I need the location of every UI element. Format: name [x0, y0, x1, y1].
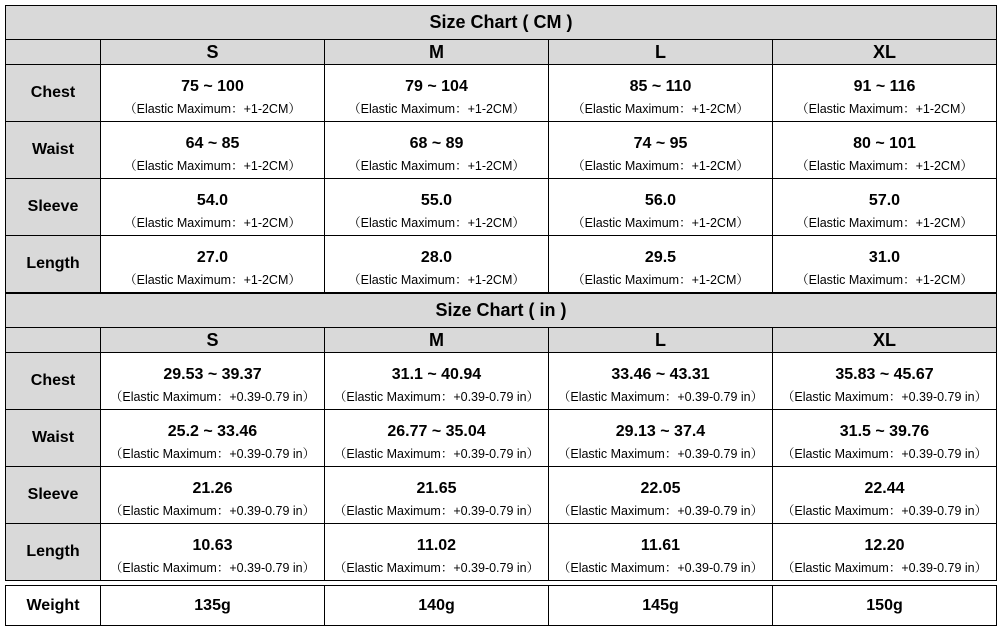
elastic-note: （Elastic Maximum：+1-2CM） [773, 155, 997, 179]
elastic-note: （Elastic Maximum：+1-2CM） [549, 212, 773, 236]
elastic-note: （Elastic Maximum：+0.39-0.79 in） [101, 557, 325, 581]
cm-row-waist [6, 122, 997, 156]
elastic-note: （Elastic Maximum：+1-2CM） [773, 269, 997, 293]
elastic-note: （Elastic Maximum：+0.39-0.79 in） [773, 443, 997, 467]
row-label: Length [6, 524, 101, 581]
measure-value: 31.5 ~ 39.76 [773, 410, 997, 444]
elastic-note: （Elastic Maximum：+0.39-0.79 in） [773, 500, 997, 524]
measure-value: 31.1 ~ 40.94 [325, 353, 549, 387]
in-header-size: M [325, 328, 549, 353]
cm-header-size: M [325, 40, 549, 65]
elastic-note: （Elastic Maximum：+0.39-0.79 in） [773, 557, 997, 581]
in-row-chest [6, 353, 997, 387]
measure-value: 21.26 [101, 467, 325, 501]
cm-header-size: L [549, 40, 773, 65]
measure-value: 75 ~ 100 [101, 65, 325, 99]
elastic-note: （Elastic Maximum：+1-2CM） [101, 155, 325, 179]
measure-value: 29.53 ~ 39.37 [101, 353, 325, 387]
measure-value: 56.0 [549, 179, 773, 213]
elastic-note: （Elastic Maximum：+0.39-0.79 in） [101, 443, 325, 467]
measure-value: 64 ~ 85 [101, 122, 325, 156]
elastic-note: （Elastic Maximum：+0.39-0.79 in） [325, 500, 549, 524]
in-row-length [6, 524, 997, 558]
cm-chart-title: Size Chart ( CM ) [6, 6, 997, 40]
measure-value: 21.65 [325, 467, 549, 501]
measure-value: 29.13 ~ 37.4 [549, 410, 773, 444]
measure-value: 68 ~ 89 [325, 122, 549, 156]
elastic-note: （Elastic Maximum：+0.39-0.79 in） [549, 443, 773, 467]
elastic-note: （Elastic Maximum：+0.39-0.79 in） [101, 386, 325, 410]
elastic-note: （Elastic Maximum：+1-2CM） [773, 212, 997, 236]
measure-value: 28.0 [325, 236, 549, 270]
elastic-note: （Elastic Maximum：+0.39-0.79 in） [325, 443, 549, 467]
in-header-size: S [101, 328, 325, 353]
elastic-note: （Elastic Maximum：+0.39-0.79 in） [325, 386, 549, 410]
row-label: Chest [6, 353, 101, 410]
elastic-note: （Elastic Maximum：+1-2CM） [549, 269, 773, 293]
measure-value: 22.05 [549, 467, 773, 501]
measure-value: 85 ~ 110 [549, 65, 773, 99]
measure-value: 31.0 [773, 236, 997, 270]
measure-value: 10.63 [101, 524, 325, 558]
in-header-size: XL [773, 328, 997, 353]
measure-value: 57.0 [773, 179, 997, 213]
measure-value: 27.0 [101, 236, 325, 270]
elastic-note: （Elastic Maximum：+1-2CM） [549, 98, 773, 122]
weight-value: 150g [773, 586, 997, 626]
weight-value: 135g [101, 586, 325, 626]
elastic-note: （Elastic Maximum：+1-2CM） [325, 269, 549, 293]
elastic-note: （Elastic Maximum：+0.39-0.79 in） [325, 557, 549, 581]
measure-value: 54.0 [101, 179, 325, 213]
elastic-note: （Elastic Maximum：+1-2CM） [773, 98, 997, 122]
elastic-note: （Elastic Maximum：+1-2CM） [325, 212, 549, 236]
measure-value: 29.5 [549, 236, 773, 270]
elastic-note: （Elastic Maximum：+1-2CM） [325, 98, 549, 122]
elastic-note: （Elastic Maximum：+1-2CM） [101, 269, 325, 293]
cm-header-size: S [101, 40, 325, 65]
row-label: Length [6, 236, 101, 293]
row-label: Sleeve [6, 467, 101, 524]
measure-value: 11.02 [325, 524, 549, 558]
in-header-size: L [549, 328, 773, 353]
weight-label: Weight [6, 586, 101, 626]
elastic-note: （Elastic Maximum：+0.39-0.79 in） [549, 557, 773, 581]
measure-value: 26.77 ~ 35.04 [325, 410, 549, 444]
measure-value: 91 ~ 116 [773, 65, 997, 99]
row-label: Chest [6, 65, 101, 122]
elastic-note: （Elastic Maximum：+0.39-0.79 in） [549, 386, 773, 410]
measure-value: 35.83 ~ 45.67 [773, 353, 997, 387]
cm-row-sleeve [6, 179, 997, 213]
weight-value: 140g [325, 586, 549, 626]
measure-value: 22.44 [773, 467, 997, 501]
size-chart-in [5, 293, 997, 581]
elastic-note: （Elastic Maximum：+1-2CM） [101, 98, 325, 122]
measure-value: 12.20 [773, 524, 997, 558]
measure-value: 74 ~ 95 [549, 122, 773, 156]
measure-value: 55.0 [325, 179, 549, 213]
in-row-sleeve [6, 467, 997, 501]
elastic-note: （Elastic Maximum：+0.39-0.79 in） [773, 386, 997, 410]
size-chart-cm [5, 5, 997, 293]
elastic-note: （Elastic Maximum：+1-2CM） [101, 212, 325, 236]
elastic-note: （Elastic Maximum：+0.39-0.79 in） [101, 500, 325, 524]
cm-header-corner [6, 40, 101, 65]
in-chart-title: Size Chart ( in ) [6, 294, 997, 328]
measure-value: 80 ~ 101 [773, 122, 997, 156]
in-header-corner [6, 328, 101, 353]
elastic-note: （Elastic Maximum：+1-2CM） [549, 155, 773, 179]
in-row-waist [6, 410, 997, 444]
row-label: Waist [6, 410, 101, 467]
measure-value: 33.46 ~ 43.31 [549, 353, 773, 387]
measure-value: 79 ~ 104 [325, 65, 549, 99]
elastic-note: （Elastic Maximum：+0.39-0.79 in） [549, 500, 773, 524]
measure-value: 25.2 ~ 33.46 [101, 410, 325, 444]
row-label: Waist [6, 122, 101, 179]
cm-row-length [6, 236, 997, 270]
cm-header-size: XL [773, 40, 997, 65]
measure-value: 11.61 [549, 524, 773, 558]
weight-row [6, 586, 997, 626]
elastic-note: （Elastic Maximum：+1-2CM） [325, 155, 549, 179]
row-label: Sleeve [6, 179, 101, 236]
cm-row-chest [6, 65, 997, 99]
weight-value: 145g [549, 586, 773, 626]
weight-table [5, 585, 997, 626]
